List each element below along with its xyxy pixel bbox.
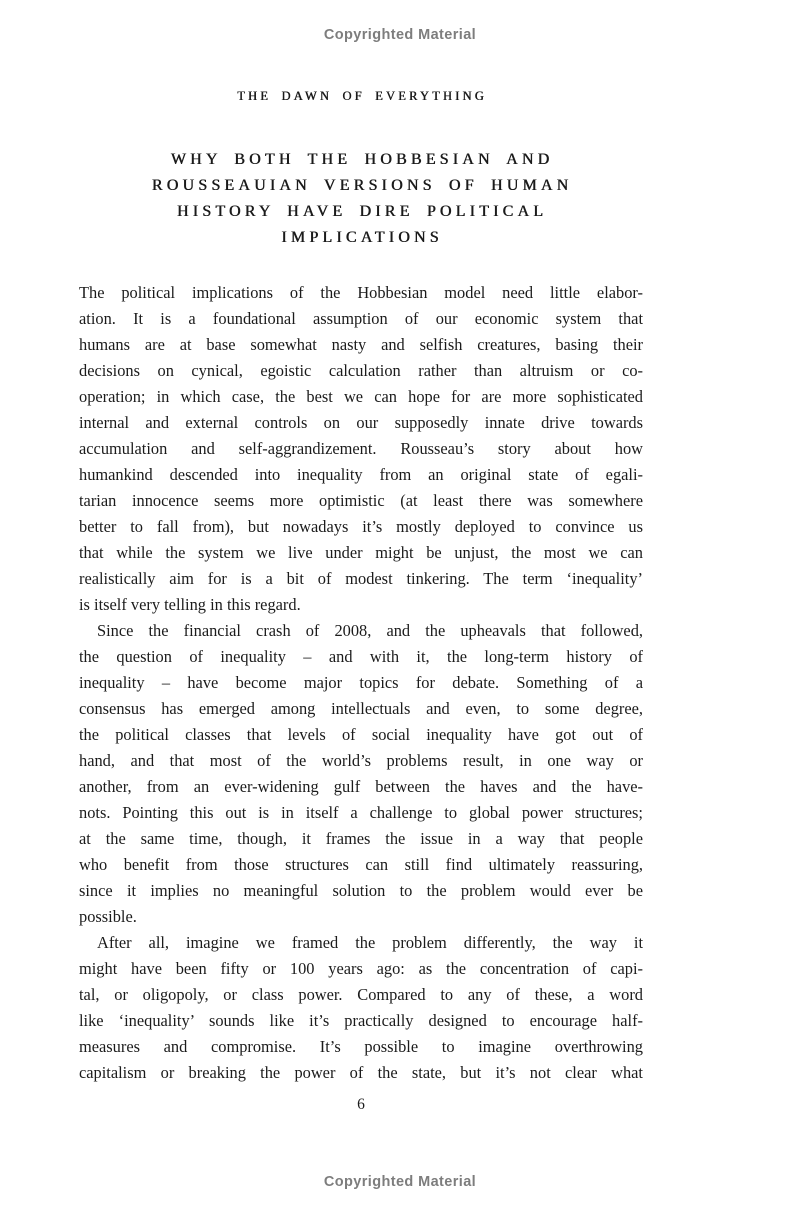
page-number: 6 bbox=[357, 1096, 365, 1113]
body-line: internal and external controls on our supposedly innate drive towards bbox=[79, 413, 643, 432]
body-line: hand, and that most of the world’s problems result, in one way or bbox=[79, 751, 643, 770]
body-line: better to fall from), but nowadays it’s mostly deployed to convince us bbox=[79, 517, 643, 536]
body-line: Since the financial crash of 2008, and the upheavals that followed, bbox=[97, 621, 643, 640]
body-text-column bbox=[79, 280, 643, 1086]
body-line: operation; in which case, the best we can hope for are more sophisticated bbox=[79, 387, 643, 406]
chapter-heading bbox=[42, 147, 682, 251]
body-line: inequality – have become major topics for debate. Something of a bbox=[79, 673, 643, 692]
body-line: capitalism or breaking the power of the state, but it’s not clear what bbox=[79, 1063, 643, 1082]
chapter-heading-line: ROUSSEAUIAN VERSIONS OF HUMAN bbox=[151, 177, 573, 194]
body-line: The political implications of the Hobbesian model need little elabor- bbox=[79, 283, 643, 302]
body-line: possible. bbox=[79, 907, 137, 926]
body-line: measures and compromise. It’s possible to imagine overthrowing bbox=[79, 1037, 643, 1056]
chapter-heading-line: IMPLICATIONS bbox=[281, 229, 443, 246]
body-line: realistically aim for is a bit of modest tinkering. The term ‘inequality’ bbox=[79, 569, 643, 588]
body-line: tal, or oligopoly, or class power. Compared to any of these, a word bbox=[79, 985, 643, 1004]
body-line: at the same time, though, it frames the issue in a way that people bbox=[79, 829, 643, 848]
copyright-watermark-top: Copyrighted Material bbox=[323, 27, 477, 43]
copyright-watermark-bottom: Copyrighted Material bbox=[323, 1174, 477, 1190]
body-line: tarian innocence seems more optimistic (at least there was somewhere bbox=[79, 491, 643, 510]
body-line: might have been fifty or 100 years ago: as the concentration of capi- bbox=[79, 959, 643, 978]
body-line: decisions on cynical, egoistic calculation rather than altruism or co- bbox=[79, 361, 643, 380]
body-line: ation. It is a foundational assumption of our economic system that bbox=[79, 309, 643, 328]
body-line: After all, imagine we framed the problem differently, the way it bbox=[97, 933, 643, 952]
body-line: that while the system we live under might be unjust, the most we can bbox=[79, 543, 643, 562]
body-line: is itself very telling in this regard. bbox=[79, 595, 301, 614]
running-head: THE DAWN OF EVERYTHING bbox=[237, 89, 487, 103]
body-line: nots. Pointing this out is in itself a challenge to global power structures; bbox=[79, 803, 643, 822]
body-line: like ‘inequality’ sounds like it’s practically designed to encourage half- bbox=[79, 1011, 643, 1030]
body-line: the question of inequality – and with it, the long-term history of bbox=[79, 647, 643, 666]
body-line: consensus has emerged among intellectuals and even, to some degree, bbox=[79, 699, 643, 718]
chapter-heading-line: HISTORY HAVE DIRE POLITICAL bbox=[176, 203, 548, 220]
body-line: the political classes that levels of social inequality have got out of bbox=[79, 725, 643, 744]
body-line: humans are at base somewhat nasty and selfish creatures, basing their bbox=[79, 335, 643, 354]
body-line: another, from an ever-widening gulf between the haves and the have- bbox=[79, 777, 643, 796]
body-line: humankind descended into inequality from an original state of egali- bbox=[79, 465, 643, 484]
body-line: accumulation and self-aggrandizement. Rousseau’s story about how bbox=[79, 439, 643, 458]
body-line: since it implies no meaningful solution to the problem would ever be bbox=[79, 881, 643, 900]
chapter-heading-line: WHY BOTH THE HOBBESIAN AND bbox=[170, 151, 554, 168]
body-line: who benefit from those structures can still find ultimately reassuring, bbox=[79, 855, 643, 874]
